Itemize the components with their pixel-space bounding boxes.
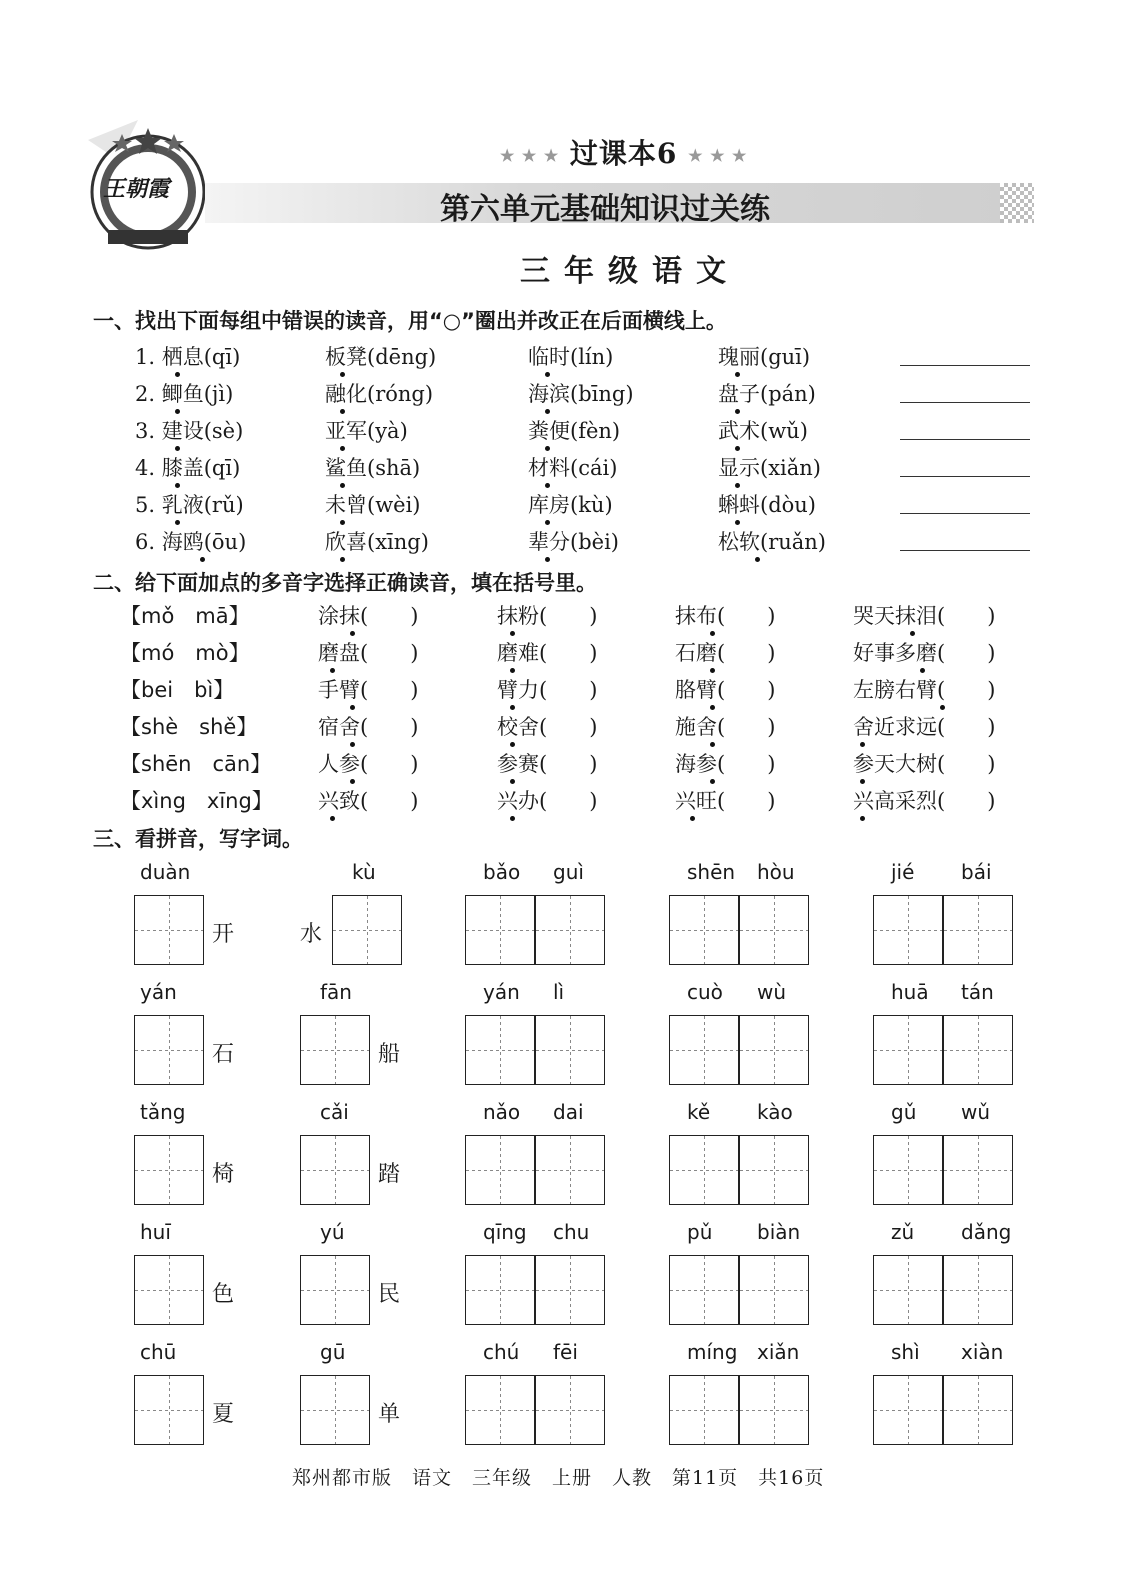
emphasis-dot bbox=[510, 816, 515, 821]
polyphone-word: 手臂( ) bbox=[318, 678, 419, 702]
emphasis-dot bbox=[330, 668, 335, 673]
pinyin: fēi bbox=[553, 1340, 578, 1364]
writing-box bbox=[535, 1135, 605, 1205]
star-icon: ★ ★ ★ bbox=[500, 146, 560, 165]
reading-item: 鲨鱼(shā) bbox=[325, 456, 421, 480]
reading-item: 材料(cái) bbox=[528, 456, 618, 480]
writing-box bbox=[873, 1015, 943, 1085]
reading-item: 板凳(dēng) bbox=[325, 345, 437, 369]
polyphone-word: 兴高采烈( ) bbox=[853, 789, 996, 813]
writing-box bbox=[669, 895, 739, 965]
pinyin: qīng bbox=[483, 1220, 527, 1244]
emphasis-dot bbox=[200, 557, 205, 562]
pinyin: xiàn bbox=[961, 1340, 1004, 1364]
writing-box bbox=[134, 1135, 204, 1205]
polyphone-word: 抹粉( ) bbox=[497, 604, 598, 628]
writing-box bbox=[739, 1255, 809, 1325]
emphasis-dot bbox=[545, 409, 550, 414]
grade-title: 三年级语文 bbox=[520, 254, 740, 289]
reading-item: 2. 鲫鱼(jì) bbox=[135, 382, 234, 406]
logo-text: 王朝霞 bbox=[103, 176, 170, 202]
answer-line bbox=[900, 402, 1030, 403]
checker-decoration bbox=[1000, 183, 1034, 223]
emphasis-dot bbox=[690, 816, 695, 821]
emphasis-dot bbox=[340, 520, 345, 525]
emphasis-dot bbox=[350, 705, 355, 710]
pinyin: yán bbox=[483, 980, 520, 1004]
writing-box bbox=[465, 895, 535, 965]
writing-box bbox=[465, 1015, 535, 1085]
given-char: 民 bbox=[378, 1282, 401, 1307]
polyphone-word: 海参( ) bbox=[675, 752, 776, 776]
reading-item: 亚军(yà) bbox=[325, 419, 408, 443]
reading-item: 未曾(wèi) bbox=[325, 493, 421, 517]
unit-title: 第六单元基础知识过关练 bbox=[440, 192, 770, 227]
emphasis-dot bbox=[175, 483, 180, 488]
series-title: ★ ★ ★ 过课本6 ★ ★ ★ bbox=[500, 137, 748, 170]
reading-item: 融化(róng) bbox=[325, 382, 434, 406]
emphasis-dot bbox=[340, 557, 345, 562]
writing-box bbox=[134, 895, 204, 965]
writing-box bbox=[134, 1375, 204, 1445]
emphasis-dot bbox=[755, 557, 760, 562]
emphasis-dot bbox=[510, 779, 515, 784]
reading-item: 瑰丽(guī) bbox=[718, 345, 811, 369]
pinyin: chú bbox=[483, 1340, 520, 1364]
emphasis-dot bbox=[350, 742, 355, 747]
polyphone-word: 人参( ) bbox=[318, 752, 419, 776]
writing-box bbox=[669, 1375, 739, 1445]
writing-box bbox=[465, 1135, 535, 1205]
emphasis-dot bbox=[735, 409, 740, 414]
reading-item: 辈分(bèi) bbox=[528, 530, 619, 554]
reading-item: 欣喜(xīng) bbox=[325, 530, 429, 554]
pinyin: nǎo bbox=[483, 1100, 521, 1124]
section2-title: 二、给下面加点的多音字选择正确读音，填在括号里。 bbox=[93, 571, 597, 595]
emphasis-dot bbox=[350, 631, 355, 636]
writing-box bbox=[873, 1135, 943, 1205]
pronunciation-options: 【mó mò】 bbox=[120, 641, 250, 665]
section1-title: 一、找出下面每组中错误的读音，用“○”圈出并改正在后面横线上。 bbox=[93, 309, 727, 333]
writing-box bbox=[465, 1255, 535, 1325]
writing-box bbox=[669, 1135, 739, 1205]
page-footer: 郑州都市版 语文 三年级 上册 人教 第11页 共16页 bbox=[292, 1467, 825, 1489]
polyphone-word: 左膀右臂( ) bbox=[853, 678, 996, 702]
pinyin: yán bbox=[140, 980, 177, 1004]
pinyin: fān bbox=[320, 980, 352, 1004]
emphasis-dot bbox=[350, 779, 355, 784]
emphasis-dot bbox=[940, 705, 945, 710]
pinyin: jié bbox=[891, 860, 915, 884]
given-char: 踏 bbox=[378, 1162, 401, 1187]
answer-line bbox=[900, 439, 1030, 440]
reading-item: 海滨(bīng) bbox=[528, 382, 634, 406]
polyphone-word: 石磨( ) bbox=[675, 641, 776, 665]
writing-box bbox=[739, 895, 809, 965]
given-char: 椅 bbox=[212, 1162, 235, 1187]
pinyin: kě bbox=[687, 1100, 711, 1124]
polyphone-word: 兴办( ) bbox=[497, 789, 598, 813]
given-char: 夏 bbox=[212, 1402, 235, 1427]
pinyin: cuò bbox=[687, 980, 723, 1004]
writing-box bbox=[873, 1255, 943, 1325]
emphasis-dot bbox=[340, 372, 345, 377]
emphasis-dot bbox=[920, 668, 925, 673]
pinyin: gū bbox=[320, 1340, 346, 1364]
writing-box bbox=[535, 1015, 605, 1085]
reading-item: 1. 栖息(qī) bbox=[135, 345, 241, 369]
polyphone-word: 好事多磨( ) bbox=[853, 641, 996, 665]
emphasis-dot bbox=[735, 520, 740, 525]
answer-line bbox=[900, 513, 1030, 514]
writing-box bbox=[669, 1015, 739, 1085]
writing-box bbox=[300, 1255, 370, 1325]
reading-item: 临时(lín) bbox=[528, 345, 614, 369]
emphasis-dot bbox=[710, 742, 715, 747]
pinyin: guì bbox=[553, 860, 584, 884]
emphasis-dot bbox=[510, 742, 515, 747]
writing-box bbox=[943, 1015, 1013, 1085]
writing-box bbox=[465, 1375, 535, 1445]
writing-box bbox=[535, 1375, 605, 1445]
pinyin: tǎng bbox=[140, 1100, 186, 1124]
reading-item: 3. 建设(sè) bbox=[135, 419, 244, 443]
pinyin: míng bbox=[687, 1340, 738, 1364]
pinyin: kù bbox=[352, 860, 376, 884]
section3-title: 三、看拼音，写字词。 bbox=[93, 827, 303, 851]
polyphone-word: 宿舍( ) bbox=[318, 715, 419, 739]
pinyin: duàn bbox=[140, 860, 191, 884]
polyphone-word: 兴致( ) bbox=[318, 789, 419, 813]
emphasis-dot bbox=[860, 742, 865, 747]
writing-box bbox=[669, 1255, 739, 1325]
pinyin: chu bbox=[553, 1220, 590, 1244]
reading-item: 盘子(pán) bbox=[718, 382, 816, 406]
reading-item: 武术(wǔ) bbox=[718, 419, 808, 443]
writing-box bbox=[739, 1135, 809, 1205]
writing-box bbox=[332, 895, 402, 965]
given-char: 水 bbox=[300, 922, 323, 947]
writing-box bbox=[943, 1255, 1013, 1325]
polyphone-word: 参天大树( ) bbox=[853, 752, 996, 776]
given-char: 船 bbox=[378, 1042, 401, 1067]
emphasis-dot bbox=[545, 557, 550, 562]
emphasis-dot bbox=[735, 372, 740, 377]
emphasis-dot bbox=[735, 446, 740, 451]
pinyin: shēn bbox=[687, 860, 736, 884]
writing-box bbox=[873, 1375, 943, 1445]
emphasis-dot bbox=[340, 483, 345, 488]
pinyin: tán bbox=[961, 980, 994, 1004]
polyphone-word: 抹布( ) bbox=[675, 604, 776, 628]
pronunciation-options: 【bei bì】 bbox=[120, 678, 235, 702]
pronunciation-options: 【mǒ mā】 bbox=[120, 604, 250, 628]
polyphone-word: 参赛( ) bbox=[497, 752, 598, 776]
writing-box bbox=[943, 1375, 1013, 1445]
reading-item: 显示(xiǎn) bbox=[718, 456, 821, 480]
writing-box bbox=[134, 1255, 204, 1325]
pinyin: wù bbox=[757, 980, 787, 1004]
writing-box bbox=[943, 895, 1013, 965]
pronunciation-options: 【shēn cān】 bbox=[120, 752, 272, 776]
polyphone-word: 舍近求远( ) bbox=[853, 715, 996, 739]
pinyin: lì bbox=[553, 980, 565, 1004]
star-icon: ★ ★ ★ bbox=[688, 146, 748, 165]
emphasis-dot bbox=[510, 631, 515, 636]
pinyin: bái bbox=[961, 860, 992, 884]
writing-box bbox=[873, 895, 943, 965]
given-char: 开 bbox=[212, 922, 235, 947]
pinyin: biàn bbox=[757, 1220, 801, 1244]
pinyin: huā bbox=[891, 980, 929, 1004]
polyphone-word: 校舍( ) bbox=[497, 715, 598, 739]
emphasis-dot bbox=[175, 520, 180, 525]
emphasis-dot bbox=[710, 779, 715, 784]
writing-box bbox=[739, 1375, 809, 1445]
writing-box bbox=[943, 1135, 1013, 1205]
emphasis-dot bbox=[175, 446, 180, 451]
pinyin: kào bbox=[757, 1100, 793, 1124]
emphasis-dot bbox=[510, 705, 515, 710]
reading-item: 松软(ruǎn) bbox=[718, 530, 826, 554]
polyphone-word: 臂力( ) bbox=[497, 678, 598, 702]
pinyin: wǔ bbox=[961, 1100, 991, 1124]
writing-box bbox=[535, 1255, 605, 1325]
pinyin: dai bbox=[553, 1100, 584, 1124]
reading-item: 6. 海鸥(ōu) bbox=[135, 530, 247, 554]
emphasis-dot bbox=[710, 705, 715, 710]
pinyin: huī bbox=[140, 1220, 171, 1244]
pinyin: yú bbox=[320, 1220, 345, 1244]
pronunciation-options: 【shè shě】 bbox=[120, 715, 258, 739]
polyphone-word: 哭天抹泪( ) bbox=[853, 604, 996, 628]
writing-box bbox=[535, 895, 605, 965]
emphasis-dot bbox=[340, 446, 345, 451]
pinyin: xiǎn bbox=[757, 1340, 800, 1364]
polyphone-word: 施舍( ) bbox=[675, 715, 776, 739]
polyphone-word: 磨盘( ) bbox=[318, 641, 419, 665]
polyphone-word: 胳臂( ) bbox=[675, 678, 776, 702]
emphasis-dot bbox=[910, 631, 915, 636]
given-char: 石 bbox=[212, 1042, 235, 1067]
emphasis-dot bbox=[340, 409, 345, 414]
polyphone-word: 涂抹( ) bbox=[318, 604, 419, 628]
reading-item: 4. 膝盖(qī) bbox=[135, 456, 241, 480]
pinyin: zǔ bbox=[891, 1220, 915, 1244]
emphasis-dot bbox=[710, 668, 715, 673]
reading-item: 蝌蚪(dòu) bbox=[718, 493, 816, 517]
writing-box bbox=[300, 1015, 370, 1085]
answer-line bbox=[900, 476, 1030, 477]
emphasis-dot bbox=[710, 631, 715, 636]
answer-line bbox=[900, 550, 1030, 551]
emphasis-dot bbox=[175, 409, 180, 414]
emphasis-dot bbox=[330, 816, 335, 821]
pinyin: pǔ bbox=[687, 1220, 713, 1244]
writing-box bbox=[739, 1015, 809, 1085]
writing-box bbox=[300, 1375, 370, 1445]
emphasis-dot bbox=[860, 816, 865, 821]
writing-box bbox=[300, 1135, 370, 1205]
pinyin: shì bbox=[891, 1340, 920, 1364]
pinyin: hòu bbox=[757, 860, 795, 884]
pinyin: dǎng bbox=[961, 1220, 1012, 1244]
polyphone-word: 磨难( ) bbox=[497, 641, 598, 665]
pinyin: chū bbox=[140, 1340, 177, 1364]
reading-item: 5. 乳液(rǔ) bbox=[135, 493, 244, 517]
reading-item: 库房(kù) bbox=[528, 493, 613, 517]
emphasis-dot bbox=[545, 520, 550, 525]
polyphone-word: 兴旺( ) bbox=[675, 789, 776, 813]
pinyin: gǔ bbox=[891, 1100, 917, 1124]
answer-line bbox=[900, 365, 1030, 366]
emphasis-dot bbox=[545, 446, 550, 451]
emphasis-dot bbox=[735, 483, 740, 488]
emphasis-dot bbox=[545, 483, 550, 488]
emphasis-dot bbox=[545, 372, 550, 377]
emphasis-dot bbox=[175, 372, 180, 377]
given-char: 单 bbox=[378, 1402, 401, 1427]
given-char: 色 bbox=[212, 1282, 235, 1307]
emphasis-dot bbox=[860, 779, 865, 784]
pronunciation-options: 【xìng xīng】 bbox=[120, 789, 273, 813]
reading-item: 粪便(fèn) bbox=[528, 419, 621, 443]
pinyin: bǎo bbox=[483, 860, 521, 884]
pinyin: cǎi bbox=[320, 1100, 349, 1124]
writing-box bbox=[134, 1015, 204, 1085]
emphasis-dot bbox=[510, 668, 515, 673]
